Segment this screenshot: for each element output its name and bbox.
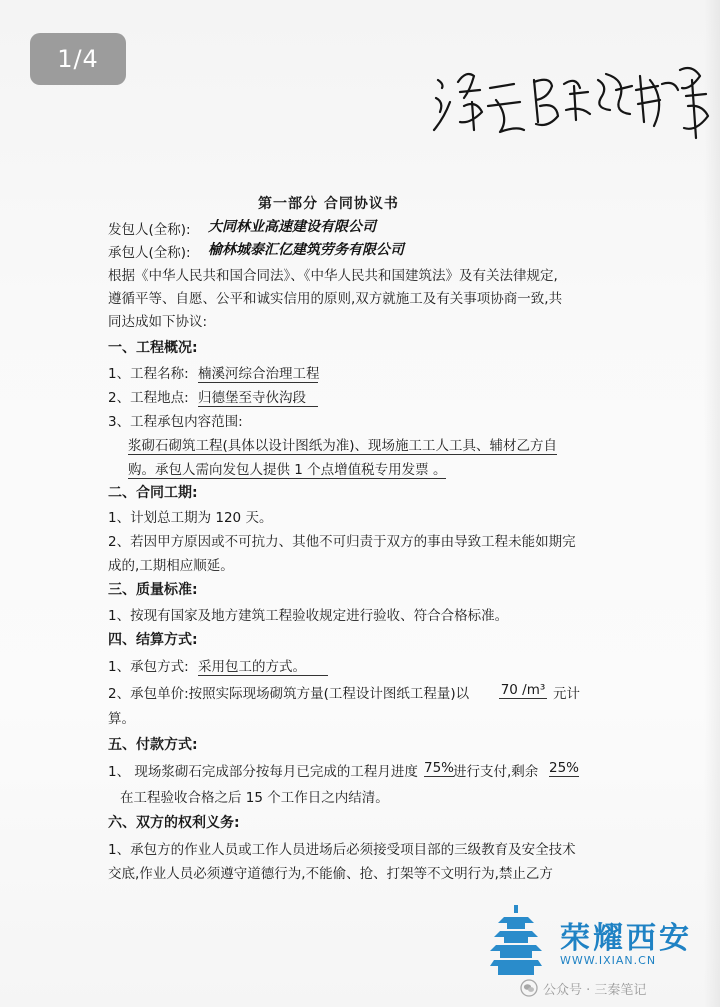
scope-line-2: 购。承包人需向发包人提供 1 个点增值税专用发票 。 — [128, 458, 446, 479]
period-line-2-cont: 成的,工期相应顺延。 — [108, 558, 234, 574]
unit-price-suffix: 元计 — [553, 686, 580, 702]
payment-middle: 进行支付,剩余 — [453, 764, 539, 780]
duties-line-1: 1、承包方的作业人员或工作人员进场后必须接受项目部的三级教育及安全技术 — [108, 842, 576, 858]
unit-price-value: 70 /m³ — [500, 682, 546, 698]
unit-price-cont: 算。 — [108, 711, 135, 727]
page-indicator-text: 1/4 — [57, 45, 99, 73]
watermark-footer-text: 公众号 · 三秦笔记 — [543, 982, 647, 998]
project-name-label: 1、工程名称: — [108, 366, 189, 382]
section-6-heading: 六、双方的权利义务: — [108, 815, 240, 831]
payment-line-cont: 在工程验收合格之后 15 个工作日之内结清。 — [120, 790, 389, 806]
section-1-heading: 一、工程概况: — [108, 340, 198, 356]
party-a-label: 发包人(全称): — [108, 222, 191, 238]
preamble-line-2: 遵循平等、自愿、公平和诚实信用的原则,双方就施工及有关事项协商一致,共 — [108, 291, 563, 307]
payment-prefix: 1、 现场浆砌石完成部分按每月已完成的工程月进度 — [108, 764, 418, 780]
section-4-heading: 四、结算方式: — [108, 632, 198, 648]
project-location-label: 2、工程地点: — [108, 390, 189, 406]
unit-price-prefix: 2、承包单价:按照实际现场砌筑方量(工程设计图纸工程量)以 — [108, 686, 470, 702]
section-5-heading: 五、付款方式: — [108, 737, 198, 753]
document-title: 第一部分 合同协议书 — [258, 196, 399, 212]
party-a-value: 大同林业高速建设有限公司 — [208, 219, 376, 235]
scope-label: 3、工程承包内容范围: — [108, 414, 243, 430]
party-b-label: 承包人(全称): — [108, 245, 191, 261]
payment-progress-percent: 75% — [424, 760, 455, 776]
wechat-icon — [520, 979, 538, 997]
pagoda-logo-icon — [490, 903, 542, 975]
project-name-value: 楠溪河综合治理工程 — [198, 362, 318, 383]
party-b-value: 榆林城泰汇亿建筑劳务有限公司 — [208, 242, 404, 258]
watermark-footer — [520, 973, 715, 1003]
preamble-line-3: 同达成如下协议: — [108, 314, 208, 330]
duties-line-2: 交底,作业人员必须遵守道德行为,不能偷、抢、打架等不文明行为,禁止乙方 — [108, 866, 553, 882]
period-line-2: 2、若因甲方原因或不可抗力、其他不可归责于双方的事由导致工程未能如期完 — [108, 534, 576, 550]
scope-line-1: 浆砌石砌筑工程(具体以设计图纸为准)、现场施工工人工具、辅材乙方自 — [128, 434, 557, 455]
section-3-heading: 三、质量标准: — [108, 582, 198, 598]
settle-method-label: 1、承包方式: — [108, 659, 189, 675]
watermark-brand: 荣耀西安 — [560, 921, 692, 956]
project-location-value: 归德堡至寺伙沟段 — [198, 386, 318, 407]
period-line-1: 1、计划总工期为 120 天。 — [108, 510, 273, 526]
preamble-line-1: 根据《中华人民共和国合同法》、《中华人民共和国建筑法》及有关法律规定, — [108, 268, 558, 284]
section-2-heading: 二、合同工期: — [108, 485, 198, 501]
watermark-url: WWW.IXIAN.CN — [560, 954, 657, 967]
payment-remaining-percent: 25% — [549, 760, 580, 776]
quality-line-1: 1、按现有国家及地方建筑工程验收规定进行验收、符合合格标准。 — [108, 608, 509, 624]
settle-method-value: 采用包工的方式。 — [198, 655, 328, 676]
